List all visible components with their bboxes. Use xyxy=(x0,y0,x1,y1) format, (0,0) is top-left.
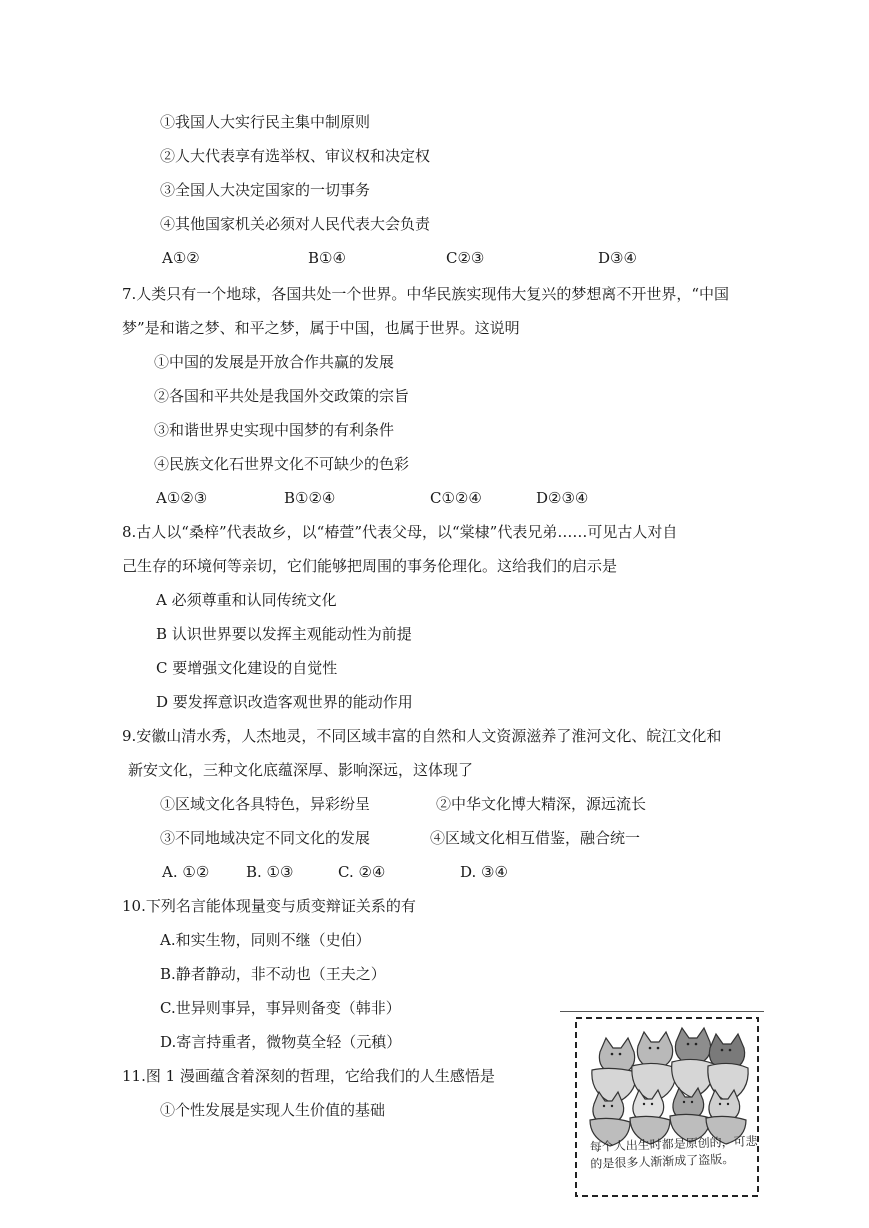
q9-stem-line2: 新安文化，三种文化底蕴深厚、影响深远，这体现了 xyxy=(128,761,474,779)
q7-choice-c: C①②④ xyxy=(430,489,482,507)
q6-choice-b: B①④ xyxy=(308,249,346,267)
q8-option-b: B 认识世界要以发挥主观能动性为前提 xyxy=(156,625,412,643)
q10-stem: 10.下列名言能体现量变与质变辩证关系的有 xyxy=(122,897,416,915)
q6-choice-d: D③④ xyxy=(598,249,637,267)
q9-option-3: ③不同地域决定不同文化的发展 xyxy=(160,829,371,847)
q7-choice-d: D②③④ xyxy=(536,489,589,507)
q10-option-c: C.世异则事异，事异则备变（韩非） xyxy=(160,999,401,1017)
q9-stem-line1: 9.安徽山清水秀，人杰地灵，不同区域丰富的自然和人文资源滋养了淮河文化、皖江文化和 xyxy=(122,727,722,745)
q7-option-2: ②各国和平共处是我国外交政策的宗旨 xyxy=(154,387,410,405)
q10-option-d: D.寄言持重者，微物莫全轻（元稹） xyxy=(160,1033,402,1051)
cartoon-caption: 每个人出生时都是原创的，可悲的是很多人渐渐成了盗版。 xyxy=(589,1134,758,1171)
q11-stem: 11.图 1 漫画蕴含着深刻的哲理，它给我们的人生感悟是 xyxy=(122,1067,495,1085)
q7-stem-line2: 梦”是和谐之梦、和平之梦，属于中国，也属于世界。这说明 xyxy=(122,319,520,337)
q9-choice-c: C. ②④ xyxy=(338,863,386,881)
q8-stem-line2: 己生存的环境何等亲切，它们能够把周围的事务伦理化。这给我们的启示是 xyxy=(122,557,618,575)
q7-stem-line1: 7.人类只有一个地球，各国共处一个世界。中华民族实现伟大复兴的梦想离不开世界，“中国 xyxy=(122,285,729,303)
q7-choice-b: B①②④ xyxy=(284,489,336,507)
q7-option-3: ③和谐世界史实现中国梦的有利条件 xyxy=(154,421,395,439)
q6-choice-c: C②③ xyxy=(446,249,485,267)
q6-option-4: ④其他国家机关必须对人民代表大会负责 xyxy=(160,215,431,233)
q9-choice-d: D. ③④ xyxy=(460,863,508,881)
q9-option-2: ②中华文化博大精深，源远流长 xyxy=(436,795,647,813)
q7-option-4: ④民族文化石世界文化不可缺少的色彩 xyxy=(154,455,410,473)
q6-choice-a: A①② xyxy=(162,249,200,267)
q9-choice-a: A. ①② xyxy=(162,863,210,881)
q8-option-c: C 要增强文化建设的自觉性 xyxy=(156,659,338,677)
q10-option-a: A.和实生物，同则不继（史伯） xyxy=(160,931,371,949)
q9-choice-b: B. ①③ xyxy=(246,863,294,881)
q6-option-3: ③全国人大决定国家的一切事务 xyxy=(160,181,371,199)
q8-option-a: A 必须尊重和认同传统文化 xyxy=(156,591,337,609)
q6-option-2: ②人大代表享有选举权、审议权和决定权 xyxy=(160,147,431,165)
q9-option-4: ④区域文化相互借鉴，融合统一 xyxy=(430,829,641,847)
q11-option-1: ①个性发展是实现人生价值的基础 xyxy=(160,1101,386,1119)
q9-option-1: ①区域文化各具特色，异彩纷呈 xyxy=(160,795,371,813)
q7-option-1: ①中国的发展是开放合作共赢的发展 xyxy=(154,353,395,371)
q8-option-d: D 要发挥意识改造客观世界的能动作用 xyxy=(156,693,413,711)
q8-stem-line1: 8.古人以“桑梓”代表故乡，以“椿萱”代表父母，以“棠棣”代表兄弟……可见古人对自 xyxy=(122,523,678,541)
q6-option-1: ①我国人大实行民主集中制原则 xyxy=(160,113,371,131)
q10-option-b: B.静者静动，非不动也（王夫之） xyxy=(160,965,386,983)
q7-choice-a: A①②③ xyxy=(156,489,208,507)
